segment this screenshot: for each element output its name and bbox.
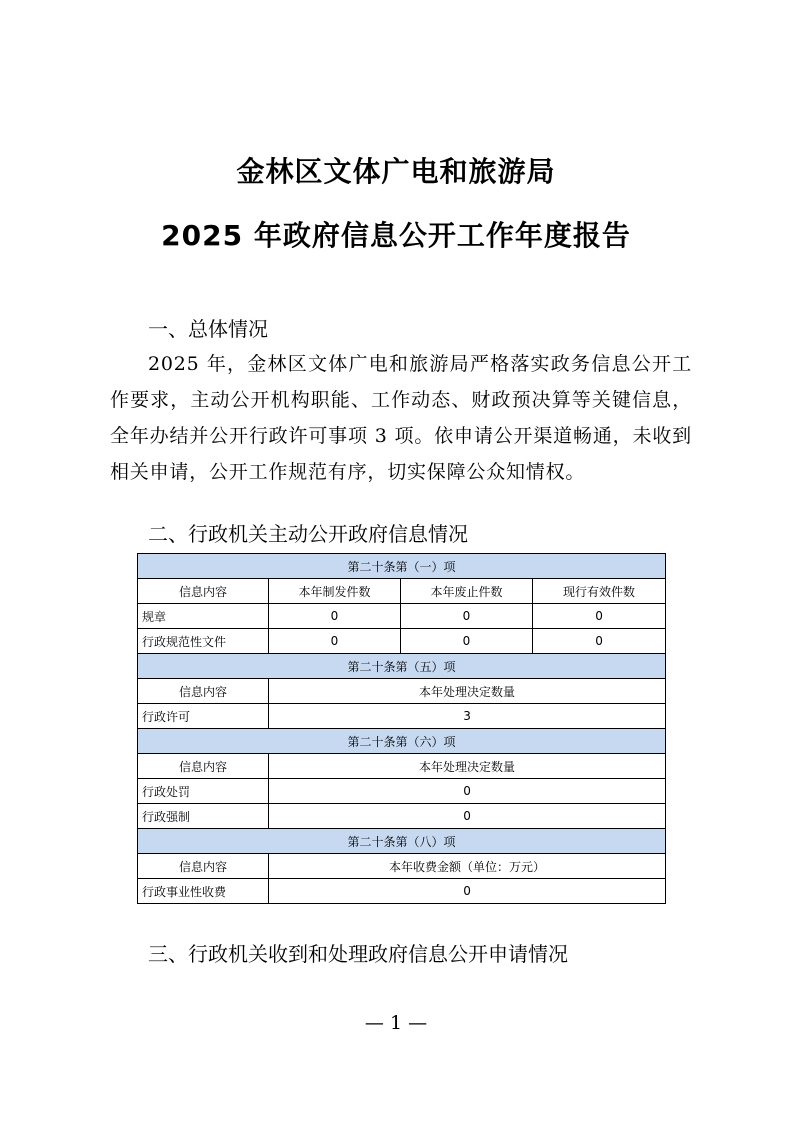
section-title: 第二十条第（一）项 [138,554,666,579]
table-row [138,704,666,729]
cell-value: 3 [269,704,666,729]
section-row-article20-1 [138,554,666,579]
column-header: 信息内容 [138,679,269,704]
page-number: — 1 — [364,1012,428,1034]
section-title: 第二十条第（八）项 [138,829,666,854]
table-row [138,804,666,829]
column-header: 现行有效件数 [533,579,666,604]
table-row [138,629,666,654]
row-label: 行政处罚 [138,779,269,804]
header-row [138,679,666,704]
header-row [138,854,666,879]
cell-value: 0 [269,604,401,629]
cell-value: 0 [269,804,666,829]
table-row [138,879,666,904]
section-row-article20-6 [138,729,666,754]
cell-value: 0 [533,629,666,654]
row-label: 行政事业性收费 [138,879,269,904]
table-row [138,604,666,629]
cell-value: 0 [269,879,666,904]
header-row [138,579,666,604]
row-label: 行政许可 [138,704,269,729]
report-title-line1: 金林区文体广电和旅游局 [236,155,556,188]
column-header: 信息内容 [138,754,269,779]
column-header: 本年废止件数 [401,579,533,604]
section-heading-applications: 三、行政机关收到和处理政府信息公开申请情况 [148,942,568,966]
disclosure-table [137,553,666,904]
column-header: 信息内容 [138,579,269,604]
section-title: 第二十条第（五）项 [138,654,666,679]
column-header: 本年处理决定数量 [269,679,666,704]
column-header: 信息内容 [138,854,269,879]
report-title-line2: 2025 年政府信息公开工作年度报告 [161,219,631,252]
column-header: 本年收费金额（单位：万元） [269,854,666,879]
cell-value: 0 [401,629,533,654]
table-row [138,779,666,804]
row-label: 规章 [138,604,269,629]
cell-value: 0 [401,604,533,629]
overall-paragraph: 2025 年，金林区文体广电和旅游局严格落实政务信息公开工作要求，主动公开机构职能、工作动态、财政预决算等关键信息，全年办结并公开行政许可事项 3 项。依申请公开渠道畅通，未收到相关申请，公开工作规范有序，切实保障公众知情权。 [110,353,692,483]
column-header: 本年制发件数 [269,579,401,604]
row-label: 行政强制 [138,804,269,829]
section-title: 第二十条第（六）项 [138,729,666,754]
cell-value: 0 [533,604,666,629]
cell-value: 0 [269,629,401,654]
section-heading-active-disclosure: 二、行政机关主动公开政府信息情况 [148,522,468,546]
header-row [138,754,666,779]
section-row-article20-8 [138,829,666,854]
column-header: 本年处理决定数量 [269,754,666,779]
section-heading-overall: 一、总体情况 [148,317,268,341]
row-label: 行政规范性文件 [138,629,269,654]
cell-value: 0 [269,779,666,804]
section-row-article20-5 [138,654,666,679]
